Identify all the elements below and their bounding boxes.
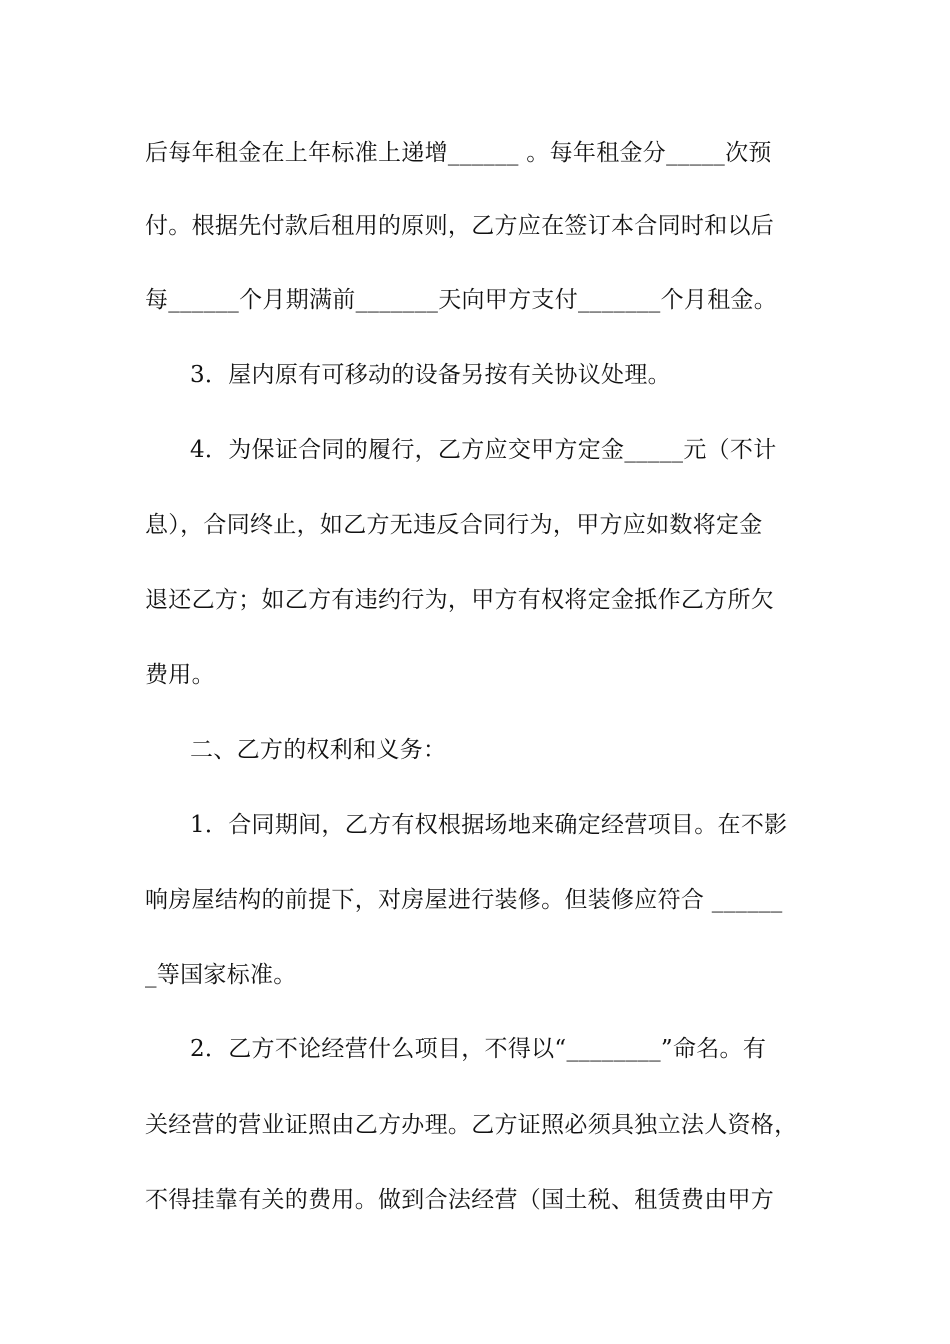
paragraph-line: 3．屋内原有可移动的设备另按有关协议处理。 [190,362,671,388]
paragraph-line: 后每年租金在上年标准上递增______ 。每年租金分_____次预 [145,140,772,166]
paragraph-line: 每______个月期满前_______天向甲方支付_______个月租金。 [145,287,778,313]
paragraph-line: 费用。 [145,662,215,688]
paragraph-line: 4．为保证合同的履行，乙方应交甲方定金_____元（不计 [190,437,777,463]
paragraph-line: 2．乙方不论经营什么项目，不得以“________”命名。有 [190,1036,767,1062]
paragraph-line: 不得挂靠有关的费用。做到合法经营（国土税、租赁费由甲方 [145,1187,775,1213]
paragraph-line: _等国家标准。 [145,962,297,988]
paragraph-line: 付。根据先付款后租用的原则，乙方应在签订本合同时和以后 [145,213,775,239]
paragraph-line: 关经营的营业证照由乙方办理。乙方证照必须具独立法人资格， [145,1112,798,1138]
paragraph-line: 响房屋结构的前提下，对房屋进行装修。但装修应符合 ______ [145,887,783,913]
paragraph-line: 息），合同终止，如乙方无违反合同行为，甲方应如数将定金 [145,512,763,538]
paragraph-line: 退还乙方；如乙方有违约行为，甲方有权将定金抵作乙方所欠 [145,587,775,613]
paragraph-line: 1．合同期间，乙方有权根据场地来确定经营项目。在不影 [190,812,788,838]
section-heading: 二、乙方的权利和义务： [190,737,447,763]
